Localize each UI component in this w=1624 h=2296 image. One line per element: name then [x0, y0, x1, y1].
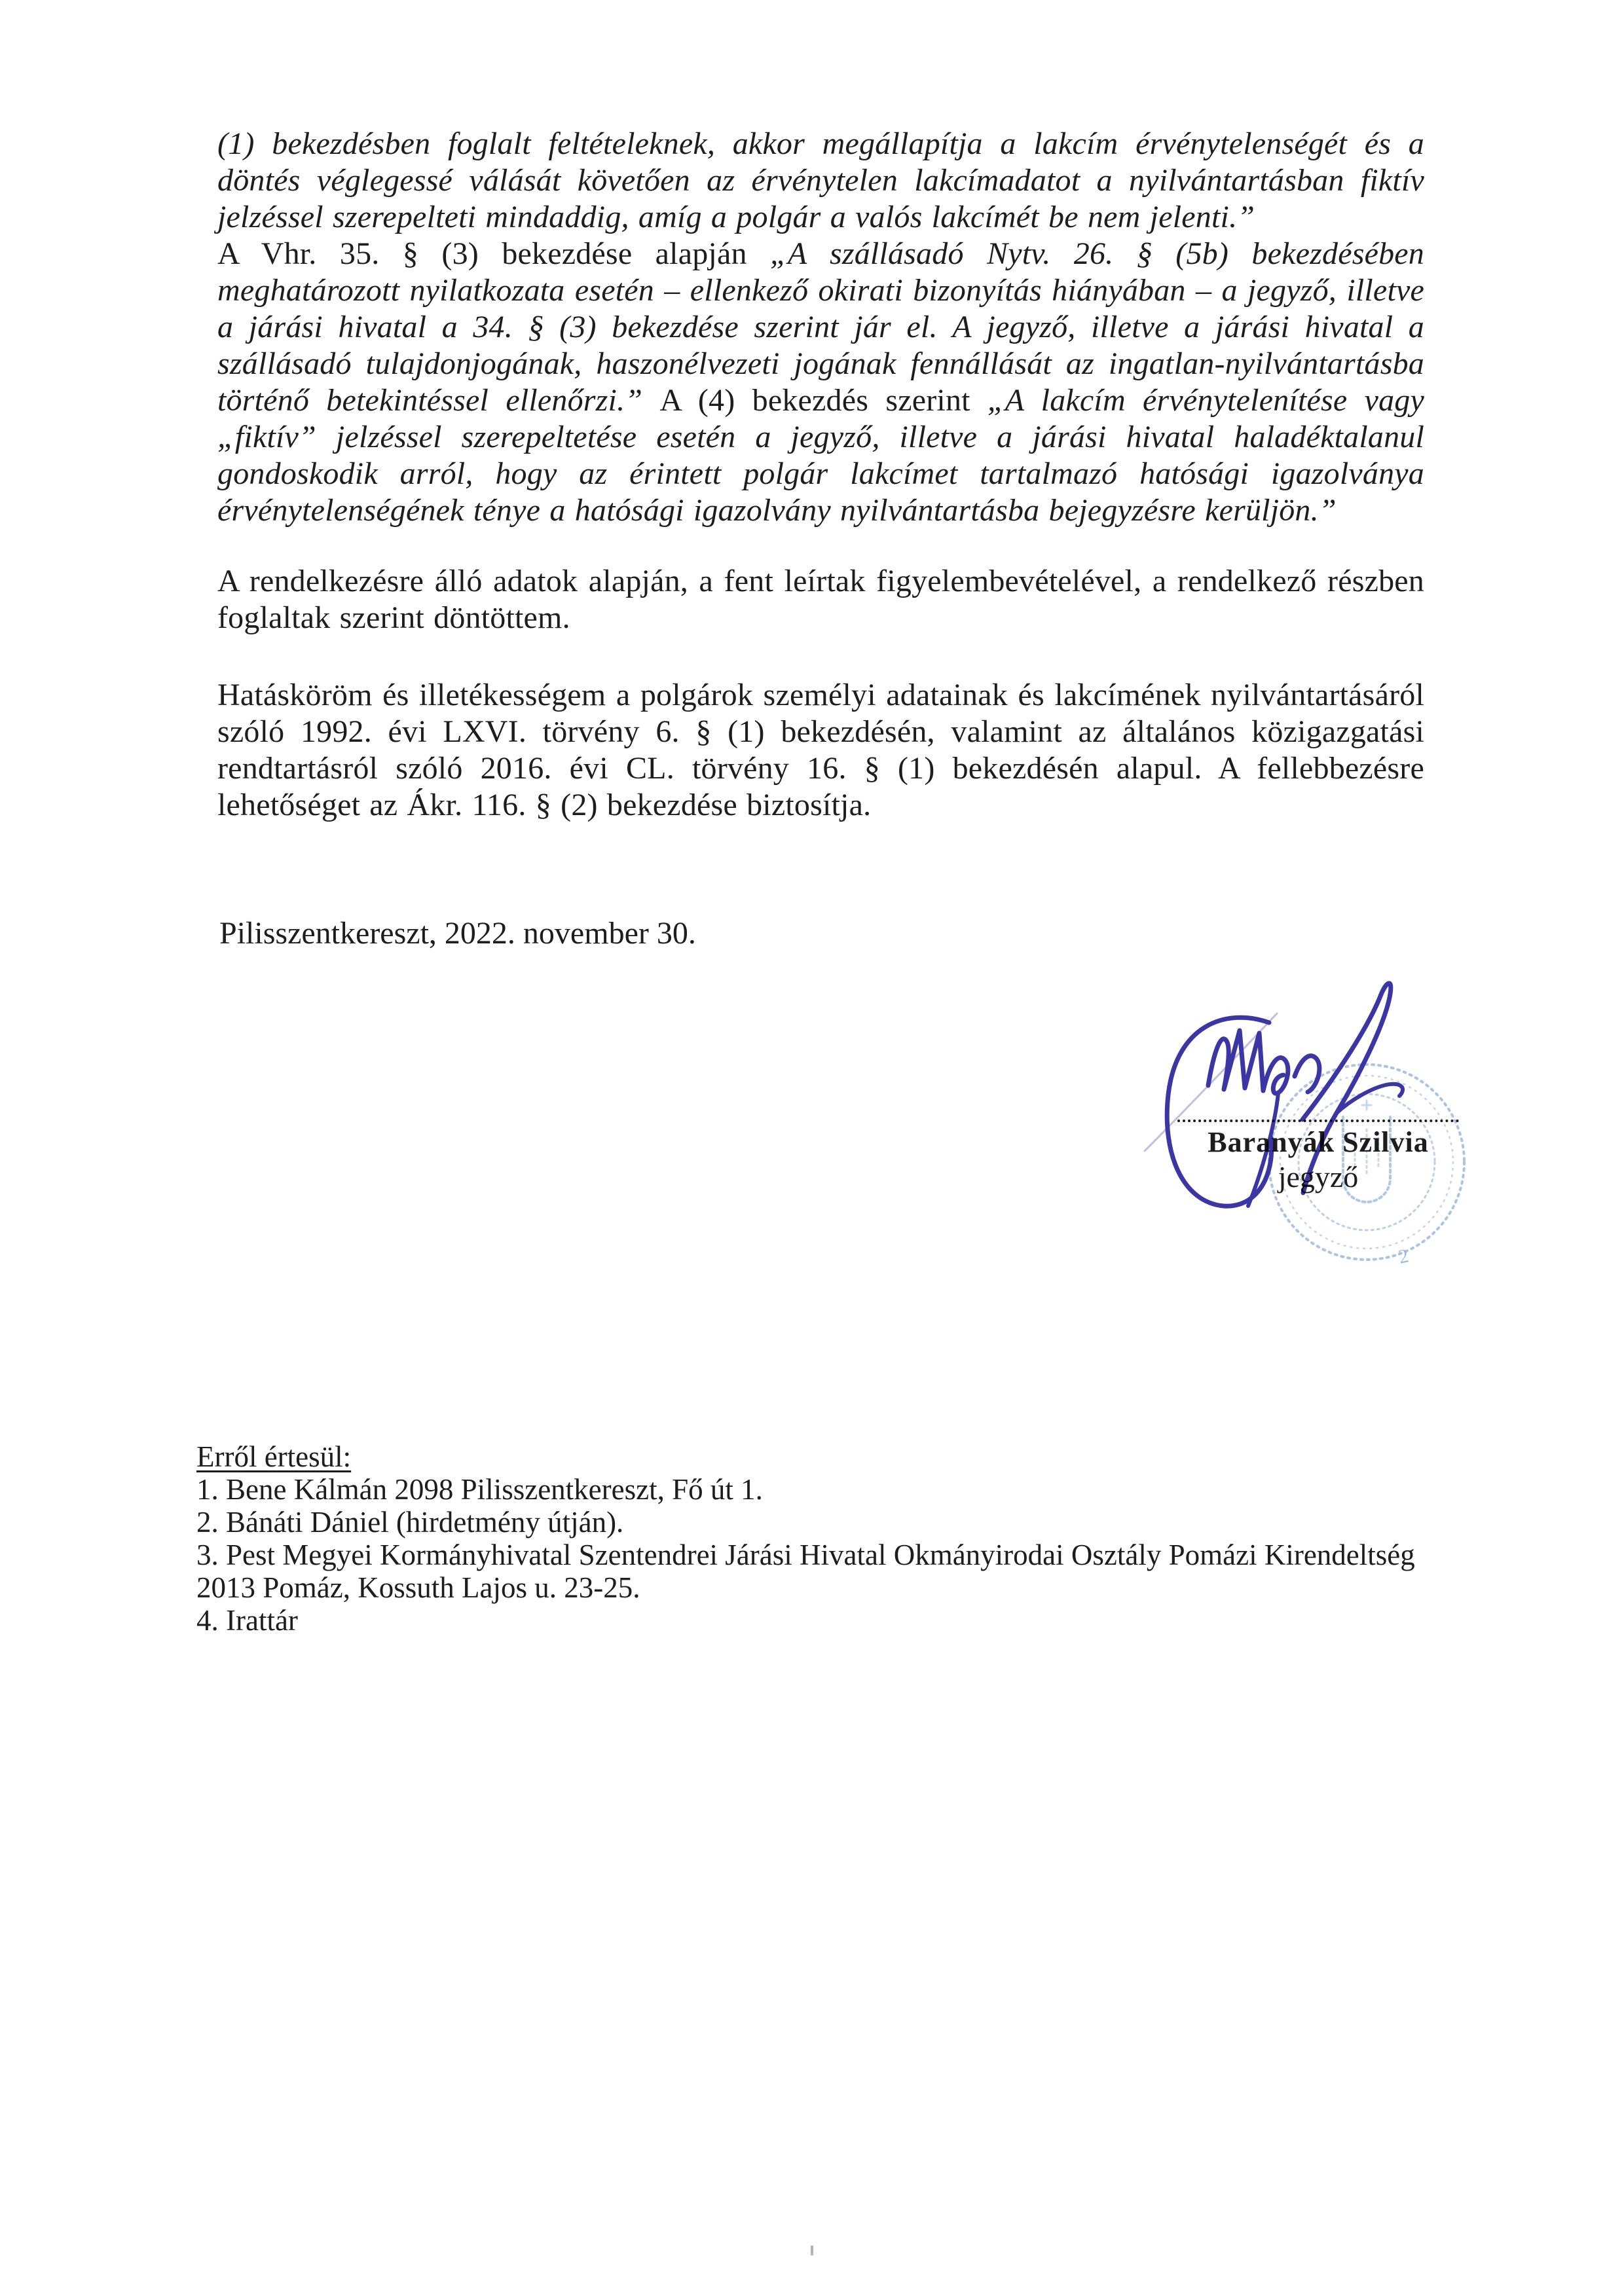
notification-list — [196, 1440, 1441, 1637]
notification-heading: Erről értesül: — [196, 1440, 352, 1473]
signer-title: jegyző — [1278, 1160, 1359, 1194]
jurisdiction-paragraph — [217, 677, 1424, 824]
text-segment: (1) bekezdésben foglalt feltételeknek, akkor megállapítja a lakcím érvénytelenségét és a döntés véglegessé válását követően az érvénytelen lakcímadatot a nyilvántartásban fiktív jelzéssel szerepelteti mindaddig, amíg a polgár a valós lakcímét be nem jelenti.” — [217, 126, 1424, 234]
signer-name: Baranyák Szilvia — [1208, 1126, 1429, 1158]
signature-block — [1177, 1106, 1459, 1194]
list-item: 4. Irattár — [196, 1604, 298, 1637]
list-item: 1. Bene Kálmán 2098 Pilisszentkereszt, Fő út 1. — [196, 1473, 763, 1506]
notification-items — [196, 1473, 1441, 1637]
date-line: Pilisszentkereszt, 2022. november 30. — [219, 916, 696, 951]
list-item: 2. Bánáti Dániel (hirdetmény útján). — [196, 1506, 624, 1539]
list-item: 2013 Pomáz, Kossuth Lajos u. 23-25. — [196, 1571, 640, 1604]
scan-artifact-mark — [811, 2246, 813, 2255]
list-item: 3. Pest Megyei Kormányhivatal Szentendrei Járási Hivatal Okmányirodai Osztály Pomázi Kirendeltség — [196, 1539, 1415, 1571]
quoted-regulation-paragraph — [217, 126, 1424, 236]
decision-paragraph — [217, 563, 1424, 636]
text-segment: A (4) bekezdés szerint — [659, 383, 987, 418]
text-segment: „A lakcím érvénytelenítése vagy „fiktív” jelzéssel szerepeltetése esetén a jegyző, illetve a járási hivatal haladéktalanul gondoskodik arról, hogy az érintett polgár lakcímet tartalmazó hatósági igazolványa érvénytelenségének ténye a hatósági igazolvány nyilvántartásba bejegyzésre kerüljön.” — [217, 383, 1424, 528]
legal-text-block — [217, 126, 1424, 529]
text-segment: Hatásköröm és illetékességem a polgárok személyi adatainak és lakcímének nyilvántartásáról szóló 1992. évi LXVI. törvény 6. § (1) bekezdésén, valamint az általános közigazgatási rendtartásról szóló 2016. évi CL. törvény 16. § (1) bekezdésén alapul. A fellebbezésre lehetőséget az Ákr. 116. § (2) bekezdése biztosítja. — [217, 678, 1424, 822]
regulation-citation-paragraph — [217, 236, 1424, 529]
text-segment: A Vhr. 35. § (3) bekezdése alapján — [217, 236, 771, 271]
text-segment: A rendelkezésre álló adatok alapján, a fent leírtak figyelembevételével, a rendelkező részben foglaltak szerint döntöttem. — [217, 564, 1424, 635]
text-segment: „A szállásadó Nytv. 26. § (5b) bekezdésében meghatározott nyilatkozata esetén – ellenkező okirati bizonyítás hiányában – a jegyző, illetve a járási hivatal a 34. § (3) bekezdése szerint jár el. A jegyző, illetve a járási hivatal a szállásadó tulajdonjogának, haszonélvezeti jogának fennállását az ingatlan-nyilvántartásba történő betekintéssel ellenőrzi.” — [217, 236, 1425, 418]
signature-dotted-line — [1177, 1120, 1459, 1122]
stamp-digit: 2 — [1396, 1245, 1411, 1268]
